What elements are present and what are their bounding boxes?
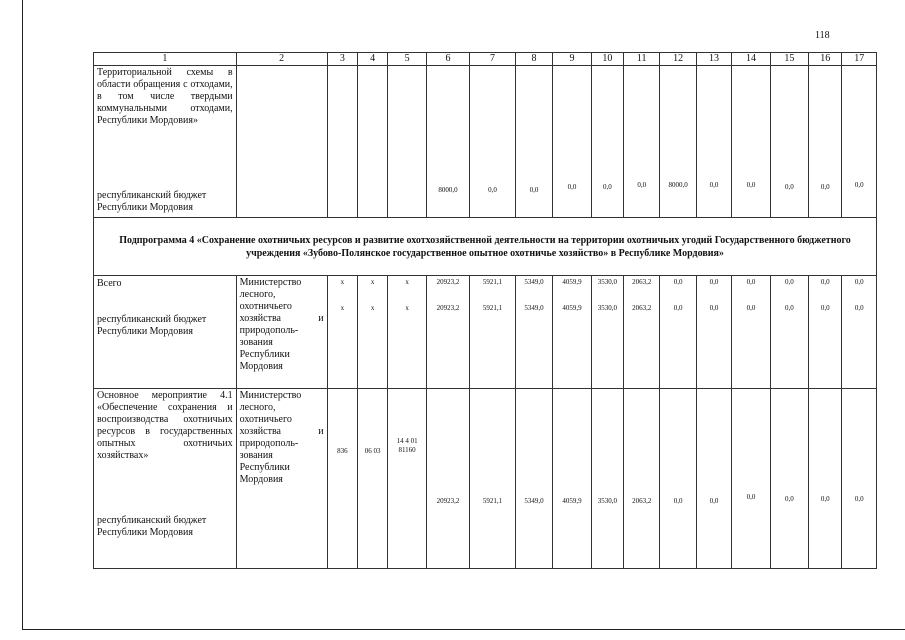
col-header: 15 [770,53,808,66]
value-cell: 0,0 [785,278,794,286]
value-cell: 0,0 [820,495,830,503]
col-header: 5 [388,53,426,66]
col-header: 10 [591,53,623,66]
value-cell: 5349,0 [524,497,544,505]
value-cell: 0,0 [785,304,794,312]
code-cell: х [370,278,375,286]
col-header: 17 [842,53,877,66]
row1-budget: республиканский бюджет Республики Мордовия [97,190,207,213]
row3-name-cell [94,389,237,569]
value-cell: 0,0 [637,181,647,189]
value-cell: 20923,2 [436,304,460,312]
value-cell: 2063,2 [632,304,652,312]
value-cell: 0,0 [785,183,794,191]
col-header: 11 [624,53,660,66]
value-cell: 3530,0 [597,278,617,286]
value-cell: 0,0 [746,493,756,501]
kbk-code-3: 836 [337,447,348,455]
budget-table [93,52,877,568]
value-cell: 4059,9 [562,497,582,505]
row3-budget: республиканский бюджет Республики Мордовия [97,515,207,538]
value-cell: 0,0 [746,181,756,189]
value-cell: 0,0 [673,304,683,312]
value-cell: 8000,0 [668,181,688,189]
value-cell: 0,0 [854,278,864,286]
row1-name: Территориальной схемы в области обращения с отходами, в том числе твердыми коммунальными отходами, Республики Мордовия» [97,67,233,126]
col-header: 7 [470,53,516,66]
value-cell: 0,0 [746,304,756,312]
col-header: 9 [553,53,591,66]
col-header: 3 [327,53,357,66]
col-header: 2 [236,53,327,66]
col-header: 6 [426,53,470,66]
value-cell: 5349,0 [524,304,544,312]
row3-name: Основное мероприятие 4.1 «Обеспечение сохранения и воспроизводства охотничьих ресурсов в государственных опытных охотничьих хозяйствах» [97,390,233,461]
value-cell: 0,0 [673,278,683,286]
value-cell: 0,0 [567,183,577,191]
value-cell: 0,0 [709,304,719,312]
table-row-territorial-scheme [94,66,877,218]
row3-executor: Министерство лесного, охотничьего хозяйства и природополь-зования Республики Мордовия [239,390,324,485]
value-cell: 0,0 [785,495,794,503]
row2-executor-cell [236,276,327,389]
col-header: 16 [809,53,842,66]
code-cell: х [340,278,345,286]
value-cell: 20923,2 [436,497,460,505]
code-cell: х [370,304,375,312]
value-cell: 5921,1 [482,304,503,312]
value-cell: 0,0 [488,186,497,194]
col-header: 8 [515,53,552,66]
row2-name-cell [94,276,237,389]
subprogram-section-row [94,218,877,276]
table-row-main-activity [94,389,877,569]
col-header: 4 [358,53,388,66]
value-cell: 0,0 [854,495,864,503]
code-cell: х [405,278,409,286]
value-cell: 3530,0 [597,497,617,505]
value-cell: 0,0 [709,278,719,286]
value-cell: 5921,1 [482,497,503,505]
value-cell: 0,0 [602,183,612,191]
value-cell: 0,0 [709,497,719,505]
header-row [94,53,877,66]
col-header: 12 [660,53,696,66]
row1-name-cell [94,66,237,218]
value-cell: 8000,0 [438,186,458,194]
subprogram-title: Подпрограмма 4 «Сохранение охотничьих ресурсов и развитие охотхозяйственной деятельности на территории охотничьих угодий Государственного бюджетного учреждения «Зубово-Полянское государственное опытное охотничье хозяйство» в Республике Мордовия» [94,218,877,276]
row2-budget: республиканский бюджет Республики Мордовия [97,314,207,337]
row2-total-label: Всего [97,278,122,289]
col-header: 1 [94,53,237,66]
page-left-border [22,0,23,630]
page-number: 118 [815,30,830,41]
value-cell: 3530,0 [597,304,617,312]
table-row-total [94,276,877,389]
value-cell: 0,0 [820,183,830,191]
value-cell: 0,0 [746,278,756,286]
code-cell: х [340,304,345,312]
value-cell: 0,0 [820,304,830,312]
value-cell: 20923,2 [436,278,460,286]
page-bottom-border [22,629,905,630]
value-cell: 5349,0 [524,278,544,286]
value-cell: 0,0 [854,181,864,189]
col-header: 14 [732,53,770,66]
value-cell: 2063,2 [632,497,652,505]
row2-executor: Министерство лесного, охотничьего хозяйства и природополь-зования Республики Мордовия [239,277,324,372]
value-cell: 4059,9 [562,304,582,312]
value-cell: 2063,2 [632,278,652,286]
value-cell: 0,0 [673,497,683,505]
row3-executor-cell [236,389,327,569]
code-cell: х [405,304,409,312]
value-cell: 0,0 [529,186,539,194]
kbk-code-5: 14 4 01 81160 [396,437,418,454]
value-cell: 5921,1 [482,278,503,286]
value-cell: 4059,9 [562,278,582,286]
value-cell: 0,0 [854,304,864,312]
value-cell: 0,0 [709,181,719,189]
value-cell: 0,0 [820,278,830,286]
kbk-code-4: 06 03 [364,447,381,455]
col-header: 13 [696,53,731,66]
